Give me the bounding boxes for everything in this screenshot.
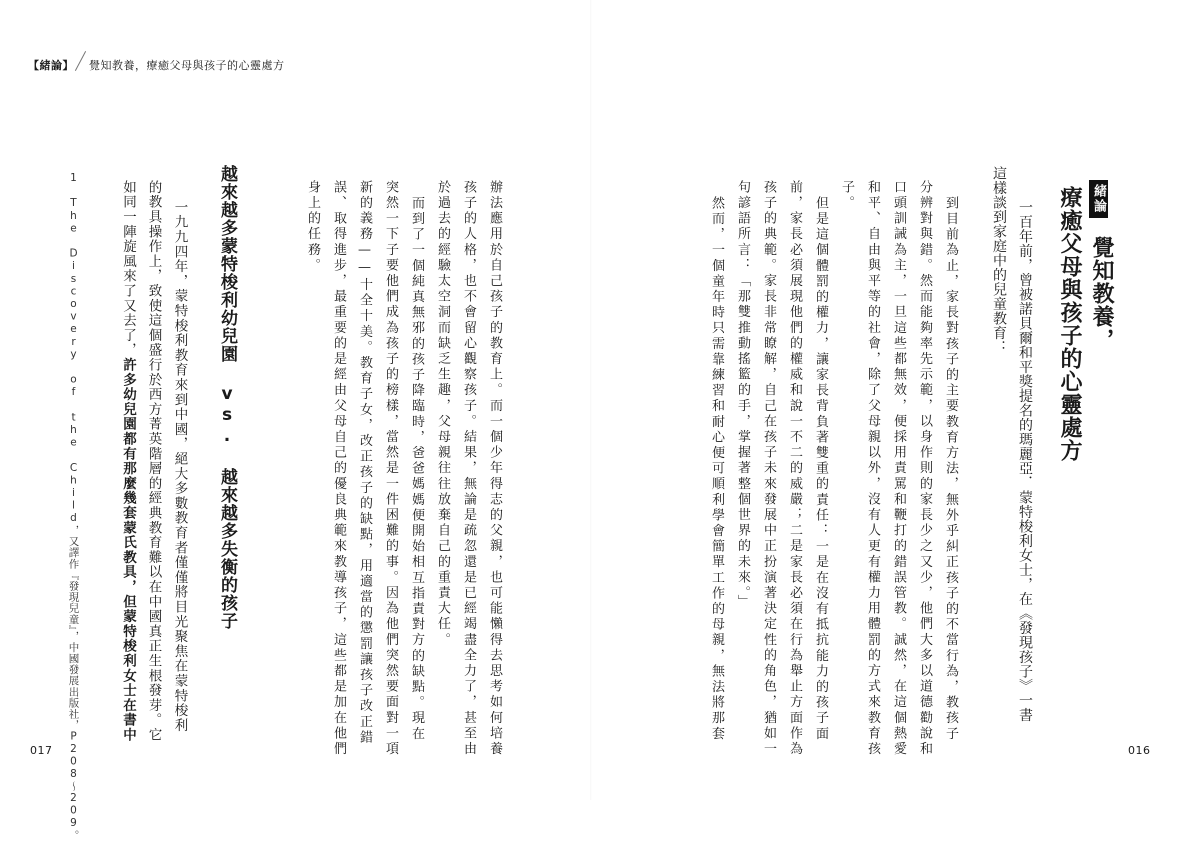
left-body-line-3: 於過去的經驗太空洞而缺乏生趣，父母親往往放棄自己的重責大任。 [435, 180, 450, 648]
left-body-line-6: 新的義務——十全十美。教育子女，改正孩子的缺點，用適當的懲罰讓孩子改正錯 [357, 180, 372, 746]
right-body-line-5: 子。 [839, 180, 854, 212]
right-body-line-8: 孩子的典範。家長非常瞭解，自己在孩子未來發展中正扮演著決定性的角色，猶如一 [761, 180, 776, 758]
left-body-line-8: 身上的任務。 [305, 180, 320, 274]
right-body-line-3: 口頭訓誡為主，一旦這些都無效，便採用責罵和鞭打的錯誤管教。誠然，在這個熱愛 [891, 180, 906, 758]
section-heading: 越來越多蒙特梭利幼兒園 vs. 越來越多失衡的孩子 [217, 165, 237, 630]
footnote: 1 The Discovery of the Child，又譯作『發現兒童』，中國發展出版社，P208～209。 [67, 172, 80, 841]
section-body-line-3-text: 如同一陣旋風來了又去了， [120, 180, 136, 358]
running-header [28, 54, 285, 76]
right-body-line-2: 分辨對與錯。然而能夠率先示範，以身作則的家長少之又少，他們大多以道德勸說和 [917, 180, 932, 758]
section-body-bold-tail: 許多幼兒園都有那麼幾套蒙氏教具，但蒙特梭利女士在書中 [120, 357, 136, 743]
intro-line-1: 一百年前，曾被諾貝爾和平獎提名的瑪麗亞．蒙特梭利女士，在《發現孩子》一書 [1017, 200, 1033, 722]
right-body-line-9: 句諺語所言：「那雙推動搖籃的手，掌握著整個世界的未來。」 [735, 180, 750, 611]
page-number-left: 017 [30, 744, 53, 757]
left-body-line-5: 突然一下子要他們成為孩子的榜樣，當然是一件困難的事。因為他們突然要面對一項 [383, 180, 398, 758]
book-gutter [590, 0, 592, 800]
right-body-line-7: 前，家長必須展現他們的權威和說一不二的威嚴；二是家長必須在行為舉止方面作為 [787, 180, 802, 758]
section-body-line-1: 一九九四年，蒙特梭利教育來到中國，絕大多數教育者僅僅將目光聚焦在蒙特梭利 [171, 200, 188, 733]
running-header-tag: 【緒論】 [28, 59, 74, 72]
chapter-title-line-1: 覺知教養， [1089, 236, 1114, 351]
chapter-tag: 緒論 [1089, 180, 1108, 218]
section-body-line-2: 的教具操作上，致使這個盛行於西方菁英階層的經典教育難以在中國真正生根發芽。它 [145, 180, 162, 743]
right-body-line-6: 但是這個體罰的權力，讓家長背負著雙重的責任：一是在沒有抵抗能力的孩子面 [813, 196, 828, 742]
left-body-line-1: 辦法應用於自己孩子的教育上。而一個少年得志的父親，也可能懶得去思考如何培養 [487, 180, 502, 758]
intro-line-2: 這樣談到家庭中的兒童教育： [991, 166, 1007, 355]
right-body-line-1: 到目前為止，家長對孩子的主要教育方法，無外乎糾正孩子的不當行為，教孩子 [943, 196, 958, 742]
section-body-line-3 [120, 180, 136, 742]
left-body-line-7: 誤、取得進步，最重要的是經由父母自己的優良典範來教導孩子，這些都是加在他們 [331, 180, 346, 758]
running-header-title: 覺知教養，療癒父母與孩子的心靈處方 [89, 59, 285, 72]
left-body-line-4: 而到了一個純真無邪的孩子降臨時，爸爸媽媽便開始相互指責對方的缺點。現在 [409, 196, 424, 742]
chapter-title-line-2: 療癒父母與孩子的心靈處方 [1057, 186, 1082, 462]
page-number-right: 016 [1128, 744, 1151, 757]
right-body-line-4: 和平、自由與平等的社會，除了父母親以外，沒有人更有權力用體罰的方式來教育孩 [865, 180, 880, 758]
right-body-line-10: 然而，一個童年時只需靠練習和耐心便可順利學會簡單工作的母親，無法將那套 [709, 196, 724, 742]
header-divider [75, 51, 86, 71]
left-body-line-2: 孩子的人格，也不會留心觀察孩子。結果，無論是疏忽還是已經竭盡全力了，甚至由 [461, 180, 476, 758]
